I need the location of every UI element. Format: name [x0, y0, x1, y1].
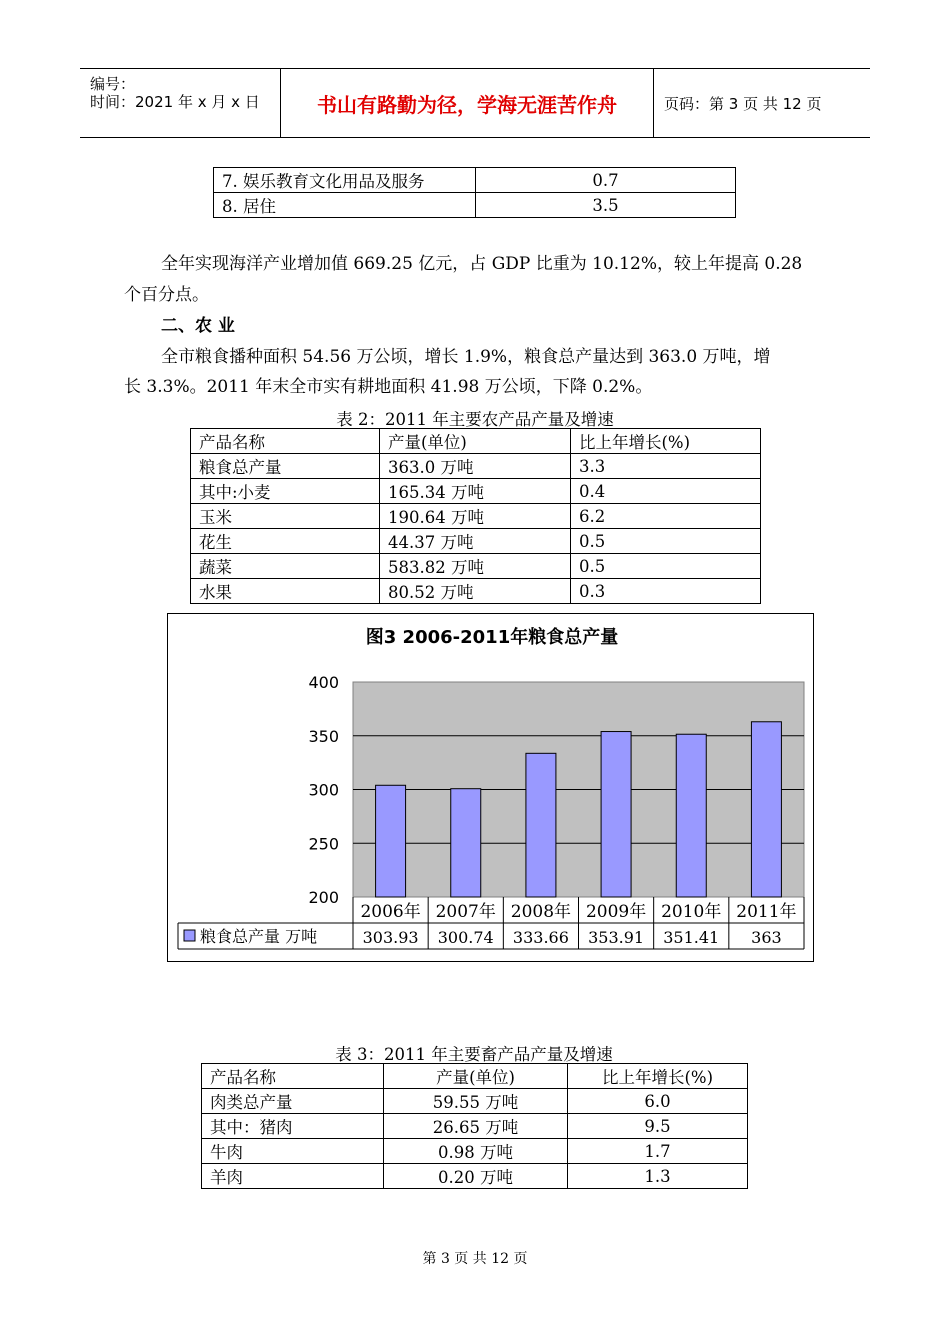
bar: [526, 753, 556, 897]
table-row: [191, 579, 761, 604]
table-cell: 水果: [191, 579, 380, 604]
motto: 书山有路勤为径，学海无涯苦作舟: [281, 69, 654, 137]
table-row: [191, 529, 761, 554]
table3-caption: 表 3：2011 年主要畜产品产量及增速: [335, 1045, 613, 1064]
table-cell: 0.5: [571, 554, 761, 579]
table-row: [202, 1114, 748, 1139]
table-cell: 羊肉: [202, 1164, 384, 1189]
table-cell: 0.20 万吨: [384, 1164, 568, 1189]
legend-swatch: [184, 930, 195, 941]
table-cell: 牛肉: [202, 1139, 384, 1164]
table-cell: 0.5: [571, 529, 761, 554]
table-row: [191, 554, 761, 579]
table-cell: 1.7: [568, 1139, 748, 1164]
top-table: [213, 167, 736, 218]
table-cell: 6.0: [568, 1089, 748, 1114]
data-label: 363: [751, 928, 782, 947]
table-cell: 蔬菜: [191, 554, 380, 579]
page-header: [80, 68, 870, 138]
table-cell: 肉类总产量: [202, 1089, 384, 1114]
table-cell: 粮食总产量: [191, 454, 380, 479]
chart-frame: [167, 613, 814, 962]
table-cell: 3.5: [476, 193, 736, 218]
chart-title: 图3 2006-2011年粮食总产量: [365, 627, 619, 648]
bar: [751, 722, 781, 897]
page-label: 页码：第 3 页 共 12 页: [664, 94, 822, 113]
paragraph-line: 长 3.3%。2011 年末全市实有耕地面积 41.98 万公顷，下降 0.2%。: [124, 377, 653, 397]
table-row: [191, 479, 761, 504]
table-cell: 产品名称: [202, 1064, 384, 1089]
table3: [201, 1063, 748, 1189]
paragraph-line: 全市粮食播种面积 54.56 万公顷，增长 1.9%，粮食总产量达到 363.0 万吨，增: [161, 347, 771, 367]
section-heading: 二、农 业: [161, 316, 235, 336]
table-cell: 产量(单位): [380, 429, 571, 454]
bar: [601, 732, 631, 897]
x-tick-label: 2007年: [435, 902, 496, 922]
bar-chart: [168, 614, 812, 960]
header-meta: [80, 69, 281, 137]
bar: [676, 734, 706, 897]
table-cell: 80.52 万吨: [380, 579, 571, 604]
paragraph-line: 个百分点。: [124, 285, 209, 305]
table-cell: 165.34 万吨: [380, 479, 571, 504]
table-cell: 9.5: [568, 1114, 748, 1139]
table-row: [202, 1064, 748, 1089]
paragraph-line: 全年实现海洋产业增加值 669.25 亿元，占 GDP 比重为 10.12%，较上年提高 0.28: [161, 254, 803, 274]
number-label: 编号：: [90, 75, 136, 93]
data-label: 333.66: [512, 928, 569, 947]
table-cell: 产品名称: [191, 429, 380, 454]
table-cell: 比上年增长(%): [571, 429, 761, 454]
table-cell: 3.3: [571, 454, 761, 479]
table-cell: 产量(单位): [384, 1064, 568, 1089]
x-tick-label: 2008年: [510, 902, 572, 922]
table-cell: 59.55 万吨: [384, 1089, 568, 1114]
table-cell: 0.3: [571, 579, 761, 604]
table-cell: 6.2: [571, 504, 761, 529]
table-cell: 583.82 万吨: [380, 554, 571, 579]
table-cell: 花生: [191, 529, 380, 554]
table-cell: 363.0 万吨: [380, 454, 571, 479]
data-label: 353.91: [588, 928, 645, 947]
table-cell: 44.37 万吨: [380, 529, 571, 554]
x-tick-label: 2011年: [736, 902, 797, 922]
bar: [451, 789, 481, 897]
data-label: 300.74: [437, 928, 494, 947]
y-tick-label: 200: [308, 888, 339, 907]
y-tick-label: 400: [308, 673, 339, 692]
table-cell: 比上年增长(%): [568, 1064, 748, 1089]
x-tick-label: 2006年: [360, 902, 421, 922]
table-cell: 26.65 万吨: [384, 1114, 568, 1139]
table-row: [191, 454, 761, 479]
page-footer: 第 3 页 共 12 页: [422, 1251, 528, 1267]
table-cell: 1.3: [568, 1164, 748, 1189]
table-row: [202, 1089, 748, 1114]
table2: [190, 428, 761, 604]
y-tick-label: 350: [308, 726, 339, 746]
table-cell: 其中：猪肉: [202, 1114, 384, 1139]
y-tick-label: 250: [308, 834, 339, 854]
table-row: [202, 1139, 748, 1164]
table-cell: 玉米: [191, 504, 380, 529]
table-row: [214, 168, 736, 193]
table-cell: 7. 娱乐教育文化用品及服务: [214, 168, 476, 193]
table-cell: 0.98 万吨: [384, 1139, 568, 1164]
bar: [376, 785, 406, 897]
x-tick-label: 2009年: [585, 902, 647, 922]
y-tick-label: 300: [308, 780, 339, 800]
table-cell: 其中:小麦: [191, 479, 380, 504]
table-row: [191, 429, 761, 454]
table-cell: 0.7: [476, 168, 736, 193]
time-label: 时间：2021 年 x 月 x 日: [90, 93, 260, 111]
x-tick-label: 2010年: [661, 902, 722, 922]
legend-label: 粮食总产量 万吨: [200, 927, 318, 946]
table-cell: 8. 居住: [214, 193, 476, 218]
data-label: 351.41: [663, 928, 720, 947]
data-label: 303.93: [362, 928, 419, 947]
table2-caption: 表 2：2011 年主要农产品产量及增速: [336, 410, 614, 429]
table-row: [202, 1164, 748, 1189]
table-row: [214, 193, 736, 218]
table-row: [191, 504, 761, 529]
table-cell: 0.4: [571, 479, 761, 504]
table-cell: 190.64 万吨: [380, 504, 571, 529]
